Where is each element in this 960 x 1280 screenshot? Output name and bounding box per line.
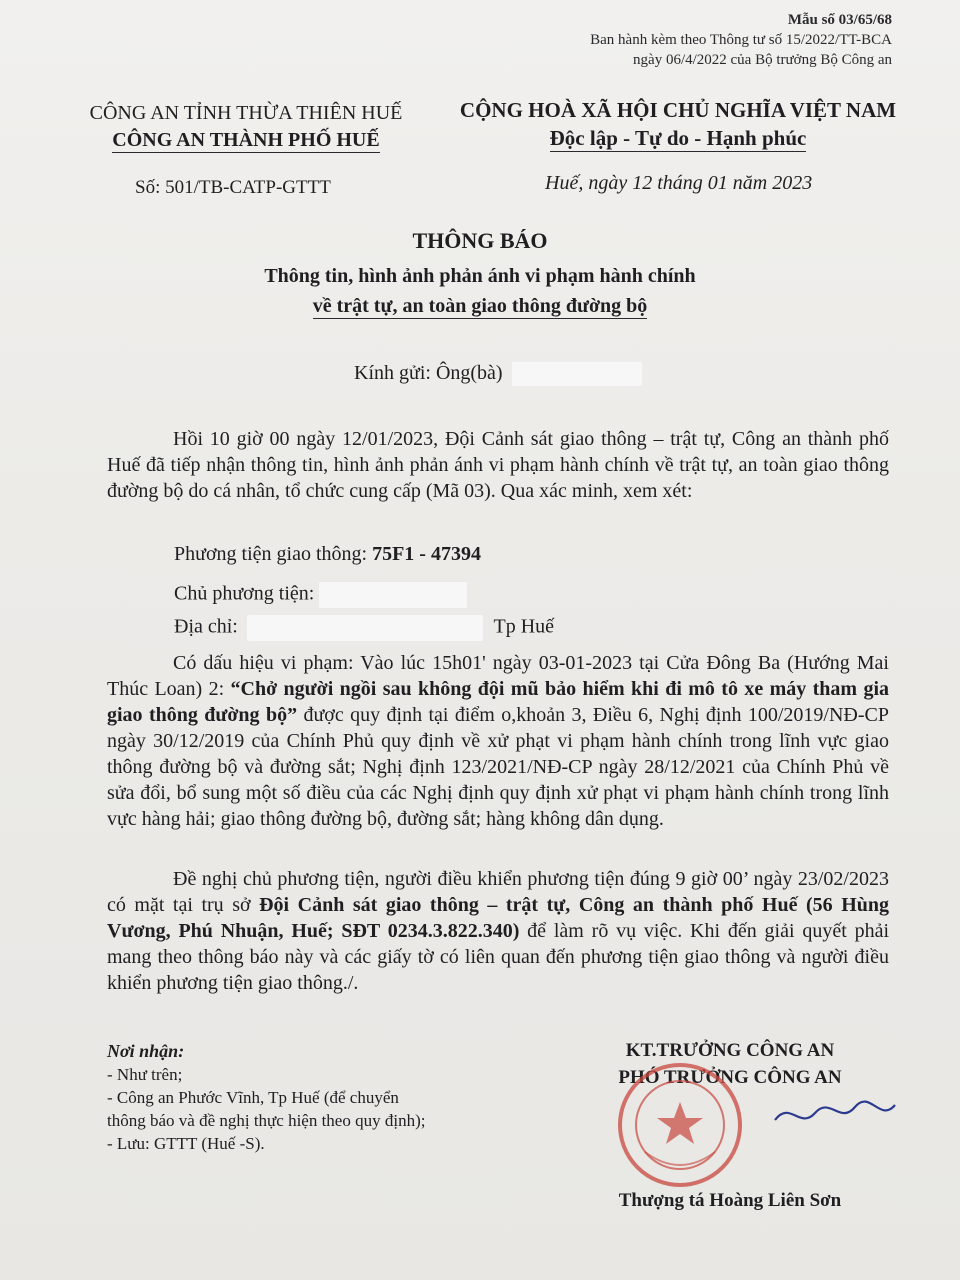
violation-prefix: Có dấu hiệu vi phạm: Vào lúc 15h01' ngày 03-01-2023 tại Cửa Đông Ba (Hướng Mai Thúc Loan) 2: <box>107 652 889 700</box>
plate-value: 75F1 - 47394 <box>372 543 481 565</box>
request-prefix: Đề nghị chủ phương tiện, người điều khiển phương tiện đúng 9 giờ 00’ ngày 23/02/2023 có mặt tại trụ sở <box>107 868 889 916</box>
official-seal-stamp <box>615 1060 745 1190</box>
address-line <box>174 615 554 641</box>
request-location: Đội Cảnh sát giao thông – trật tự, Công an thành phố Huế (56 Hùng Vương, Phú Nhuận, Huế; SĐT 0234.3.822.340) <box>107 894 889 942</box>
receiver-item: - Lưu: GTTT (Huế -S). <box>107 1134 265 1153</box>
violation-description: “Chở người ngồi sau không đội mũ bảo hiểm khi đi mô tô xe máy tham gia giao thông đường bộ” <box>107 678 889 726</box>
receiver-item: - Công an Phước Vĩnh, Tp Huế (để chuyển thông báo và đề nghị thực hiện theo quy định); <box>107 1088 426 1130</box>
nation-name: CỘNG HOÀ XÃ HỘI CHỦ NGHĨA VIỆT NAM <box>459 98 897 122</box>
signature-title-1: KT.TRƯỞNG CÔNG AN <box>625 1040 835 1061</box>
receivers-block <box>107 1040 437 1155</box>
vehicle-plate-line <box>174 543 481 566</box>
signature-title-2: PHÓ TRƯỞNG CÔNG AN <box>618 1067 842 1088</box>
handwritten-signature <box>770 1095 900 1135</box>
document-subtitle <box>0 261 960 321</box>
national-motto <box>448 96 908 152</box>
owner-redaction <box>319 582 467 608</box>
signer-name: Thượng tá Hoàng Liên Sơn <box>618 1190 842 1211</box>
address-redaction <box>247 615 483 641</box>
vehicle-owner-line <box>174 582 467 608</box>
subtitle-line-2: về trật tự, an toàn giao thông đường bộ <box>312 295 648 317</box>
form-issued-by: Ban hành kèm theo Thông tư số 15/2022/TT-BCA <box>590 32 892 48</box>
owner-label: Chủ phương tiện: <box>174 582 315 605</box>
address-label: Địa chỉ: <box>174 615 238 638</box>
request-suffix: để làm rõ vụ việc. Khi đến giải quyết phải mang theo thông báo này và các giấy tờ có liên quan đến phương tiện giao thông và người điều khiển phương tiện giao thông./. <box>107 920 889 994</box>
form-issued-date: ngày 06/4/2022 của Bộ trưởng Bộ Công an <box>633 52 892 68</box>
violation-legal-basis: được quy định tại điểm o,khoản 3, Điều 6, Nghị định 100/2019/NĐ-CP ngày 30/12/2019 của Chính Phủ quy định về xử phạt vi phạm hành chính trong lĩnh vực giao thông đường bộ và đường sắt; Nghị định 123/2021/NĐ-CP ngày 28/12/2021 của Chính Phủ về sửa đổi, bổ sung một số điều của các Nghị định quy định xử phạt vi phạm hành chính trong lĩnh vực hàng hải; giao thông đường bộ, đường sắt; hàng không dân dụng. <box>107 704 889 830</box>
intro-paragraph <box>107 426 889 504</box>
recipient-line <box>354 362 642 386</box>
org-parent: CÔNG AN TỈNH THỪA THIÊN HUẾ <box>89 102 403 124</box>
address-suffix: Tp Huế <box>493 615 555 638</box>
document-title: THÔNG BÁO <box>412 228 548 253</box>
issuing-organization <box>66 100 426 154</box>
subtitle-line-1: Thông tin, hình ảnh phản ánh vi phạm hành chính <box>264 265 696 287</box>
recipient-label: Kính gửi: Ông(bà) <box>354 362 503 384</box>
intro-text: Hồi 10 giờ 00 ngày 12/01/2023, Đội Cảnh sát giao thông – trật tự, Công an thành phố Huế đã tiếp nhận thông tin, hình ảnh phản ánh vi phạm hành chính về trật tự, an toàn giao thông đường bộ do cá nhân, tổ chức cung cấp (Mã 03). Qua xác minh, xem xét: <box>107 428 889 502</box>
receiver-item: - Như trên; <box>107 1065 183 1084</box>
plate-label: Phương tiện giao thông: <box>174 543 368 565</box>
recipient-redaction <box>512 362 642 386</box>
org-name: CÔNG AN THÀNH PHỐ HUẾ <box>112 129 380 151</box>
request-paragraph <box>107 866 889 996</box>
form-number: Mẫu số 03/65/68 <box>787 12 892 28</box>
violation-paragraph <box>107 650 889 832</box>
document-number: Số: 501/TB-CATP-GTTT <box>135 177 331 198</box>
motto: Độc lập - Tự do - Hạnh phúc <box>549 126 807 150</box>
form-reference <box>590 10 892 70</box>
receivers-heading: Nơi nhận: <box>107 1041 185 1061</box>
document-date: Huế, ngày 12 tháng 01 năm 2023 <box>545 172 813 194</box>
